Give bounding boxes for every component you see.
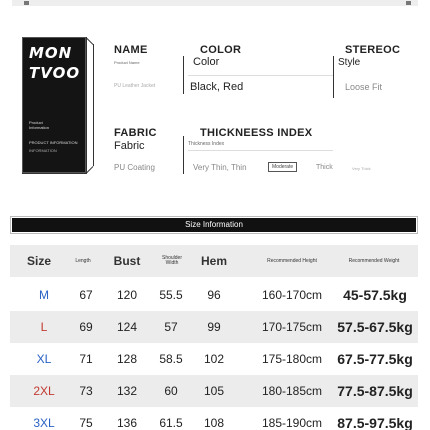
spec-fabric-sub: Fabric (114, 140, 145, 152)
cell-bust: 128 (116, 352, 138, 366)
table-row (10, 407, 418, 430)
spec-name-value: PU Leather Jacket (114, 83, 156, 89)
cell-height: 185-190cm (261, 416, 323, 430)
cell-bust: 132 (116, 384, 138, 398)
header-weight: Recommended Weight (348, 257, 400, 264)
spec-style-sub: Style (338, 57, 361, 68)
spec-name-label: NAME (114, 44, 148, 56)
table-row (10, 279, 418, 311)
spec-thickness-selected: Moderate (268, 162, 297, 172)
spec-divider-2 (333, 56, 334, 98)
top-strip (12, 0, 418, 6)
cell-shoulder: 60 (164, 384, 178, 398)
cell-height: 180-185cm (261, 384, 323, 398)
logo-caption-1: Product Information (29, 120, 50, 130)
cell-size: XL (36, 352, 52, 366)
cell-weight: 57.5-67.5kg (337, 319, 413, 335)
size-banner: Size Information (12, 218, 416, 232)
top-strip-mark-right (406, 1, 411, 5)
cell-weight: 87.5-97.5kg (337, 415, 413, 430)
cell-hem: 96 (207, 288, 221, 302)
logo-frame-right (86, 37, 87, 173)
cell-hem: 99 (207, 320, 221, 334)
cell-hem: 105 (203, 384, 225, 398)
spec-thickness-scale-right: Thick (316, 164, 333, 171)
cell-shoulder: 57 (164, 320, 178, 334)
cell-hem: 108 (203, 416, 225, 430)
logo-title-line2: TVOO (29, 64, 81, 82)
cell-size: 3XL (33, 416, 55, 430)
header-size: Size (26, 254, 51, 268)
spec-thickness-scale-far: Very Thick (352, 166, 371, 171)
spec-thickness-label: THICKNEESS INDEX (200, 127, 313, 139)
cell-length: 69 (79, 320, 93, 334)
logo-caption-2: PRODUCT INFORMATION (29, 140, 78, 145)
spec-color-value: Black, Red (190, 81, 244, 93)
cell-size: L (40, 320, 48, 334)
cell-size: M (39, 288, 49, 302)
table-header-row (10, 245, 418, 277)
cell-length: 67 (79, 288, 93, 302)
cell-shoulder: 58.5 (159, 352, 183, 366)
spec-style-value: Loose Fit (345, 82, 383, 92)
cell-length: 71 (79, 352, 93, 366)
spec-thickness-underline (188, 150, 333, 151)
cell-weight: 45-57.5kg (343, 287, 407, 303)
spec-color-label: COLOR (200, 44, 242, 56)
table-row (10, 375, 418, 407)
spec-thickness-sub: Thickness Index (188, 141, 225, 147)
spec-fabric-value: PU Coating (114, 163, 155, 172)
table-row (10, 311, 418, 343)
header-hem: Hem (200, 254, 227, 268)
header-shoulder: Shoulder Width (161, 255, 182, 266)
brand-logo-card (22, 37, 86, 173)
header-length: Length (75, 257, 91, 264)
logo-caption-3: INFORMATION (29, 148, 57, 153)
header-bust: Bust (113, 254, 141, 268)
top-strip-mark-left (24, 1, 29, 5)
cell-shoulder: 55.5 (159, 288, 183, 302)
cell-height: 175-180cm (261, 352, 323, 366)
spec-thickness-scale-left: Very Thin, Thin (193, 163, 247, 172)
spec-style-label: STEREOC (345, 44, 401, 56)
cell-bust: 124 (116, 320, 138, 334)
cell-length: 73 (79, 384, 93, 398)
cell-height: 160-170cm (261, 288, 323, 302)
logo-frame-bottom (22, 173, 87, 174)
logo-title-line1: MON (29, 44, 73, 62)
header-height: Recommended Height (267, 257, 317, 264)
cell-weight: 67.5-77.5kg (337, 351, 413, 367)
cell-size: 2XL (33, 384, 55, 398)
cell-bust: 136 (116, 416, 138, 430)
cell-height: 170-175cm (261, 320, 323, 334)
cell-hem: 102 (203, 352, 225, 366)
spec-name-sub: Product Name (114, 60, 140, 65)
spec-color-sub: Color (193, 56, 220, 68)
spec-color-underline (188, 75, 333, 76)
spec-divider-3 (183, 136, 184, 174)
spec-divider-1 (183, 56, 184, 94)
cell-bust: 120 (116, 288, 138, 302)
cell-shoulder: 61.5 (159, 416, 183, 430)
cell-length: 75 (79, 416, 93, 430)
spec-fabric-label: FABRIC (114, 127, 157, 139)
logo-frame-inner (93, 44, 94, 166)
cell-weight: 77.5-87.5kg (337, 383, 413, 399)
table-row (10, 343, 418, 375)
